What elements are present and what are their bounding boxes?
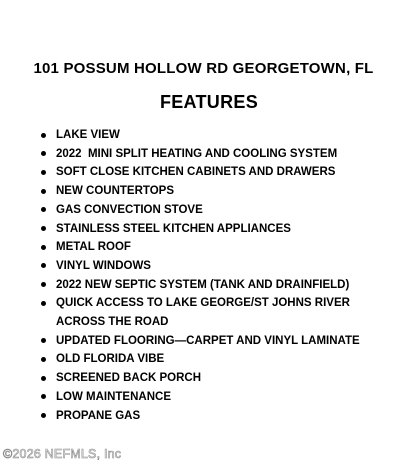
bullet-dot-icon (41, 357, 46, 362)
feature-text: VINYL WINDOWS (56, 259, 151, 272)
feature-text: 2022 MINI SPLIT HEATING AND COOLING SYSTEM (56, 147, 338, 160)
features-list (36, 126, 396, 425)
bullet-dot-icon (41, 151, 46, 156)
feature-item (36, 332, 396, 351)
bullet-dot-icon (41, 413, 46, 418)
feature-item (36, 276, 396, 295)
feature-text: LAKE VIEW (56, 129, 120, 141)
feature-item (36, 294, 356, 331)
features-heading: FEATURES (159, 92, 259, 112)
bullet-dot-icon (41, 207, 46, 212)
feature-text: PROPANE GAS (56, 409, 141, 422)
feature-text: STAINLESS STEEL KITCHEN APPLIANCES (56, 222, 291, 235)
feature-item (36, 182, 396, 201)
feature-item (36, 126, 396, 145)
feature-text: GAS CONVECTION STOVE (56, 203, 203, 216)
address-line: 101 POSSUM HOLLOW RD GEORGETOWN, FL (33, 60, 374, 77)
bullet-dot-icon (41, 170, 46, 175)
bullet-dot-icon (41, 282, 46, 287)
feature-text: QUICK ACCESS TO LAKE GEORGE/ST JOHNS RIVER ACROSS THE ROAD (56, 297, 350, 329)
feature-text: UPDATED FLOORING—CARPET AND VINYL LAMINATE (56, 334, 360, 347)
bullet-dot-icon (41, 133, 46, 138)
feature-item (36, 257, 396, 276)
bullet-dot-icon (41, 394, 46, 399)
feature-item (36, 201, 396, 220)
bullet-dot-icon (41, 301, 46, 306)
bullet-dot-icon (41, 263, 46, 268)
feature-item (36, 350, 396, 369)
bullet-dot-icon (41, 189, 46, 194)
feature-text: LOW MAINTENANCE (56, 390, 171, 403)
feature-item (36, 369, 396, 388)
feature-item (36, 220, 396, 239)
feature-item (36, 145, 396, 164)
bullet-dot-icon (41, 226, 46, 231)
bullet-dot-icon (41, 245, 46, 250)
feature-item (36, 163, 396, 182)
feature-item (36, 388, 396, 407)
feature-text: 2022 NEW SEPTIC SYSTEM (TANK AND DRAINFIELD) (56, 278, 350, 291)
bullet-dot-icon (41, 338, 46, 343)
feature-item (36, 407, 396, 426)
feature-text: NEW COUNTERTOPS (56, 185, 174, 198)
feature-text: SOFT CLOSE KITCHEN CABINETS AND DRAWERS (56, 166, 336, 179)
feature-text: OLD FLORIDA VIBE (56, 353, 165, 366)
copyright-watermark: ©2026 NEFMLS, Inc (3, 447, 122, 461)
feature-text: SCREENED BACK PORCH (56, 372, 202, 385)
feature-text: METAL ROOF (56, 241, 131, 254)
bullet-dot-icon (41, 376, 46, 381)
feature-item (36, 238, 396, 257)
